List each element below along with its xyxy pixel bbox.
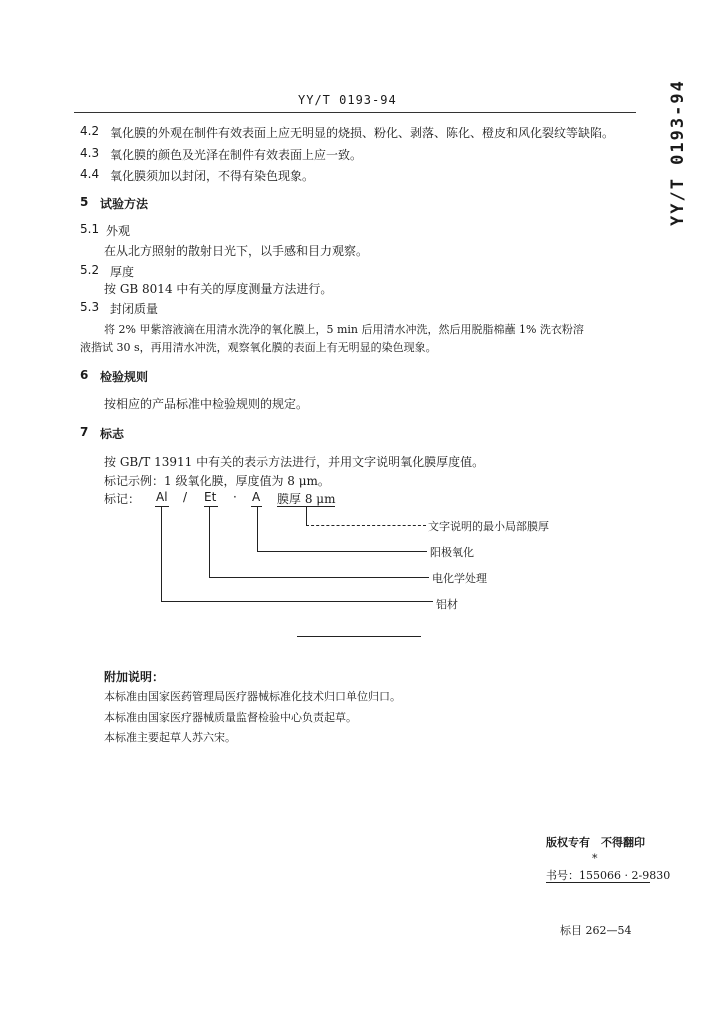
leader-electro-vertical (209, 507, 210, 577)
legend-anodic: 阳极氧化 (430, 546, 474, 559)
section-6-title: 检验规则 (100, 370, 149, 384)
section-7-body: 按 GB/T 13911 中有关的表示方法进行，并用文字说明氧化膜厚度值。 (104, 455, 485, 469)
clause-5-2-number: 5.2 (80, 263, 100, 277)
leader-anodic-vertical (257, 507, 258, 551)
book-number: 书号：155066 · 2-9830 (546, 869, 671, 882)
mark-al: Al (156, 490, 168, 504)
mark-label: 标记： (104, 492, 141, 506)
mark-et: Et (204, 490, 217, 504)
legend-electro: 电化学处理 (432, 572, 487, 585)
footer-star: * (592, 852, 598, 865)
section-7-title: 标志 (100, 427, 125, 441)
section-7-number: 7 (80, 425, 89, 439)
header-rule (74, 112, 636, 113)
leader-material-horizontal (161, 601, 433, 602)
copyright-notice: 版权专有 不得翻印 (546, 836, 645, 849)
leader-material-vertical (161, 507, 162, 601)
clause-5-3-body-line1: 将 2% 甲紫溶液滴在用清水洗净的氧化膜上，5 min 后用清水冲洗，然后用脱脂棉蘸 1% 洗衣粉溶 (104, 323, 584, 336)
clause-4-2-text: 氧化膜的外观在制件有效表面上应无明显的烧损、粉化、剥落、陈化、橙皮和风化裂纹等缺陷。 (110, 126, 615, 140)
mark-thickness: 膜厚 8 μm (277, 492, 336, 506)
book-number-rule (546, 882, 650, 883)
section-5-title: 试验方法 (100, 197, 149, 211)
clause-5-2-body: 按 GB 8014 中有关的厚度测量方法进行。 (104, 282, 333, 296)
clause-4-3-number: 4.3 (80, 146, 100, 160)
leader-thickness-horizontal (306, 525, 426, 526)
end-separator-rule (297, 636, 421, 637)
leader-thickness-vertical (306, 507, 307, 525)
underline-al (155, 506, 169, 507)
legend-material: 铝材 (436, 598, 458, 611)
notes-line-1: 本标准由国家医药管理局医疗器械标准化技术归口单位归口。 (104, 690, 401, 703)
mark-a: A (252, 490, 261, 504)
clause-5-3-body-line2: 液揩试 30 s，再用清水冲洗，观察氧化膜的表面上有无明显的染色现象。 (80, 341, 437, 354)
clause-4-2-number: 4.2 (80, 124, 100, 138)
clause-4-4-text: 氧化膜须加以封闭，不得有染色现象。 (110, 169, 315, 183)
section-6-body: 按相应的产品标准中检验规则的规定。 (104, 397, 309, 411)
section-6-number: 6 (80, 368, 89, 382)
side-standard-code: YY/T 0193-94 (668, 79, 688, 227)
section-5-number: 5 (80, 195, 89, 209)
standard-code-header: YY/T 0193-94 (298, 93, 397, 107)
leader-electro-horizontal (209, 577, 429, 578)
underline-et (204, 506, 218, 507)
clause-5-3-title: 封闭质量 (110, 302, 159, 316)
mark-dot: · (233, 490, 237, 504)
notes-line-2: 本标准由国家医疗器械质量监督检验中心负责起草。 (104, 711, 357, 724)
legend-thickness: 文字说明的最小局部膜厚 (428, 520, 549, 533)
clause-4-4-number: 4.4 (80, 167, 100, 181)
clause-5-1-title: 外观 (106, 224, 131, 238)
notes-line-3: 本标准主要起草人苏六宋。 (104, 731, 236, 744)
clause-5-2-title: 厚度 (110, 265, 135, 279)
clause-4-3-text: 氧化膜的颜色及光泽在制件有效表面上应一致。 (110, 148, 363, 162)
notes-title: 附加说明： (104, 670, 165, 684)
clause-5-1-number: 5.1 (80, 222, 100, 236)
section-7-example: 标记示例：1 级氧化膜，厚度值为 8 μm。 (104, 474, 330, 488)
mark-slash: / (183, 490, 188, 504)
clause-5-1-body: 在从北方照射的散射日光下，以手感和目力观察。 (104, 244, 369, 258)
catalog-mark: 标目 262—54 (560, 924, 632, 937)
clause-5-3-number: 5.3 (80, 300, 100, 314)
leader-anodic-horizontal (257, 551, 427, 552)
